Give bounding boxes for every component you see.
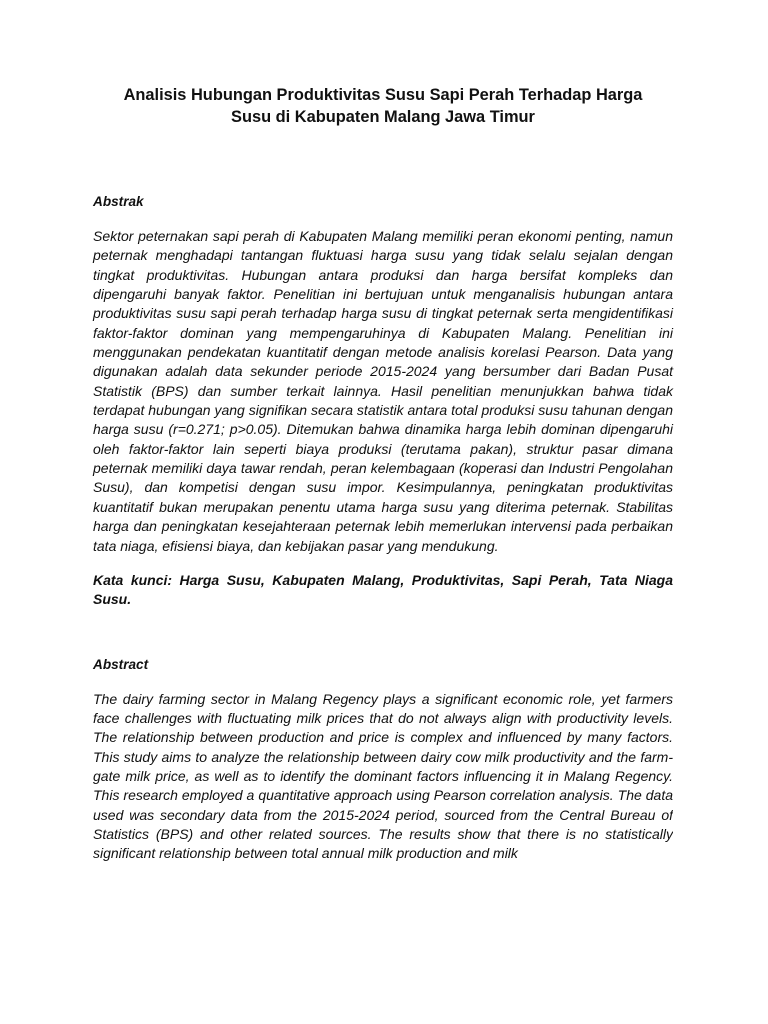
abstract-paragraph: The dairy farming sector in Malang Regency plays a significant economic role, yet farmers face challenges with fluctuating milk prices that do not always align with productivity levels. The relationship between production and price is complex and influenced by many factors. This study aims to analyze the relationship between dairy cow milk productivity and the farm-gate milk price, as well as to identify the dominant factors influencing it in Malang Regency. This research employed a quantitative approach using Pearson correlation analysis. The data used was secondary data from the 2015-2024 period, sourced from the Central Bureau of Statistics (BPS) and other related sources. The results show that there is no statistically significant relationship between total annual milk production and milk	[93, 690, 673, 862]
abstrak-paragraph: Sektor peternakan sapi perah di Kabupaten Malang memiliki peran ekonomi penting, namun peternak menghadapi tantangan fluktuasi harga susu yang tidak selalu sejalan dengan tingkat produktivitas. Hubungan antara produksi dan harga bersifat kompleks dan dipengaruhi banyak faktor. Penelitian ini bertujuan untuk menganalisis hubungan antara produktivitas susu sapi perah terhadap harga susu di tingkat peternak serta mengidentifikasi faktor-faktor dominan yang mempengaruhinya di Kabupaten Malang. Penelitian ini menggunakan pendekatan kuantitatif dengan metode analisis korelasi Pearson. Data yang digunakan adalah data sekunder periode 2015-2024 yang bersumber dari Badan Pusat Statistik (BPS) dan sumber terkait lainnya. Hasil penelitian menunjukkan bahwa tidak terdapat hubungan yang signifikan secara statistik antara total produksi susu tahunan dengan harga susu (r=0.271; p>0.05). Ditemukan bahwa dinamika harga lebih dominan dipengaruhi oleh faktor-faktor lain seperti biaya produksi (terutama pakan), struktur pasar dimana peternak memiliki daya tawar rendah, peran kelembagaan (koperasi dan Industri Pengolahan Susu), dan kompetisi dengan susu impor. Kesimpulannya, peningkatan produktivitas kuantitatif bukan merupakan penentu utama harga susu yang diterima peternak. Stabilitas harga dan peningkatan kesejahteraan peternak lebih memerlukan intervensi pada perbaikan tata niaga, efisiensi biaya, dan kebijakan pasar yang mendukung.	[93, 228, 673, 554]
document-page	[93, 84, 673, 890]
document-title	[93, 84, 673, 128]
keywords-line: Kata kunci: Harga Susu, Kabupaten Malang, Produktivitas, Sapi Perah, Tata Niaga Susu.	[93, 571, 673, 608]
abstrak-heading: Abstrak	[93, 194, 144, 209]
title-line-2: Susu di Kabupaten Malang Jawa Timur	[231, 108, 535, 126]
abstract-heading: Abstract	[93, 656, 149, 672]
title-line-1: Analisis Hubungan Produktivitas Susu Sapi Perah Terhadap Harga	[123, 86, 643, 104]
